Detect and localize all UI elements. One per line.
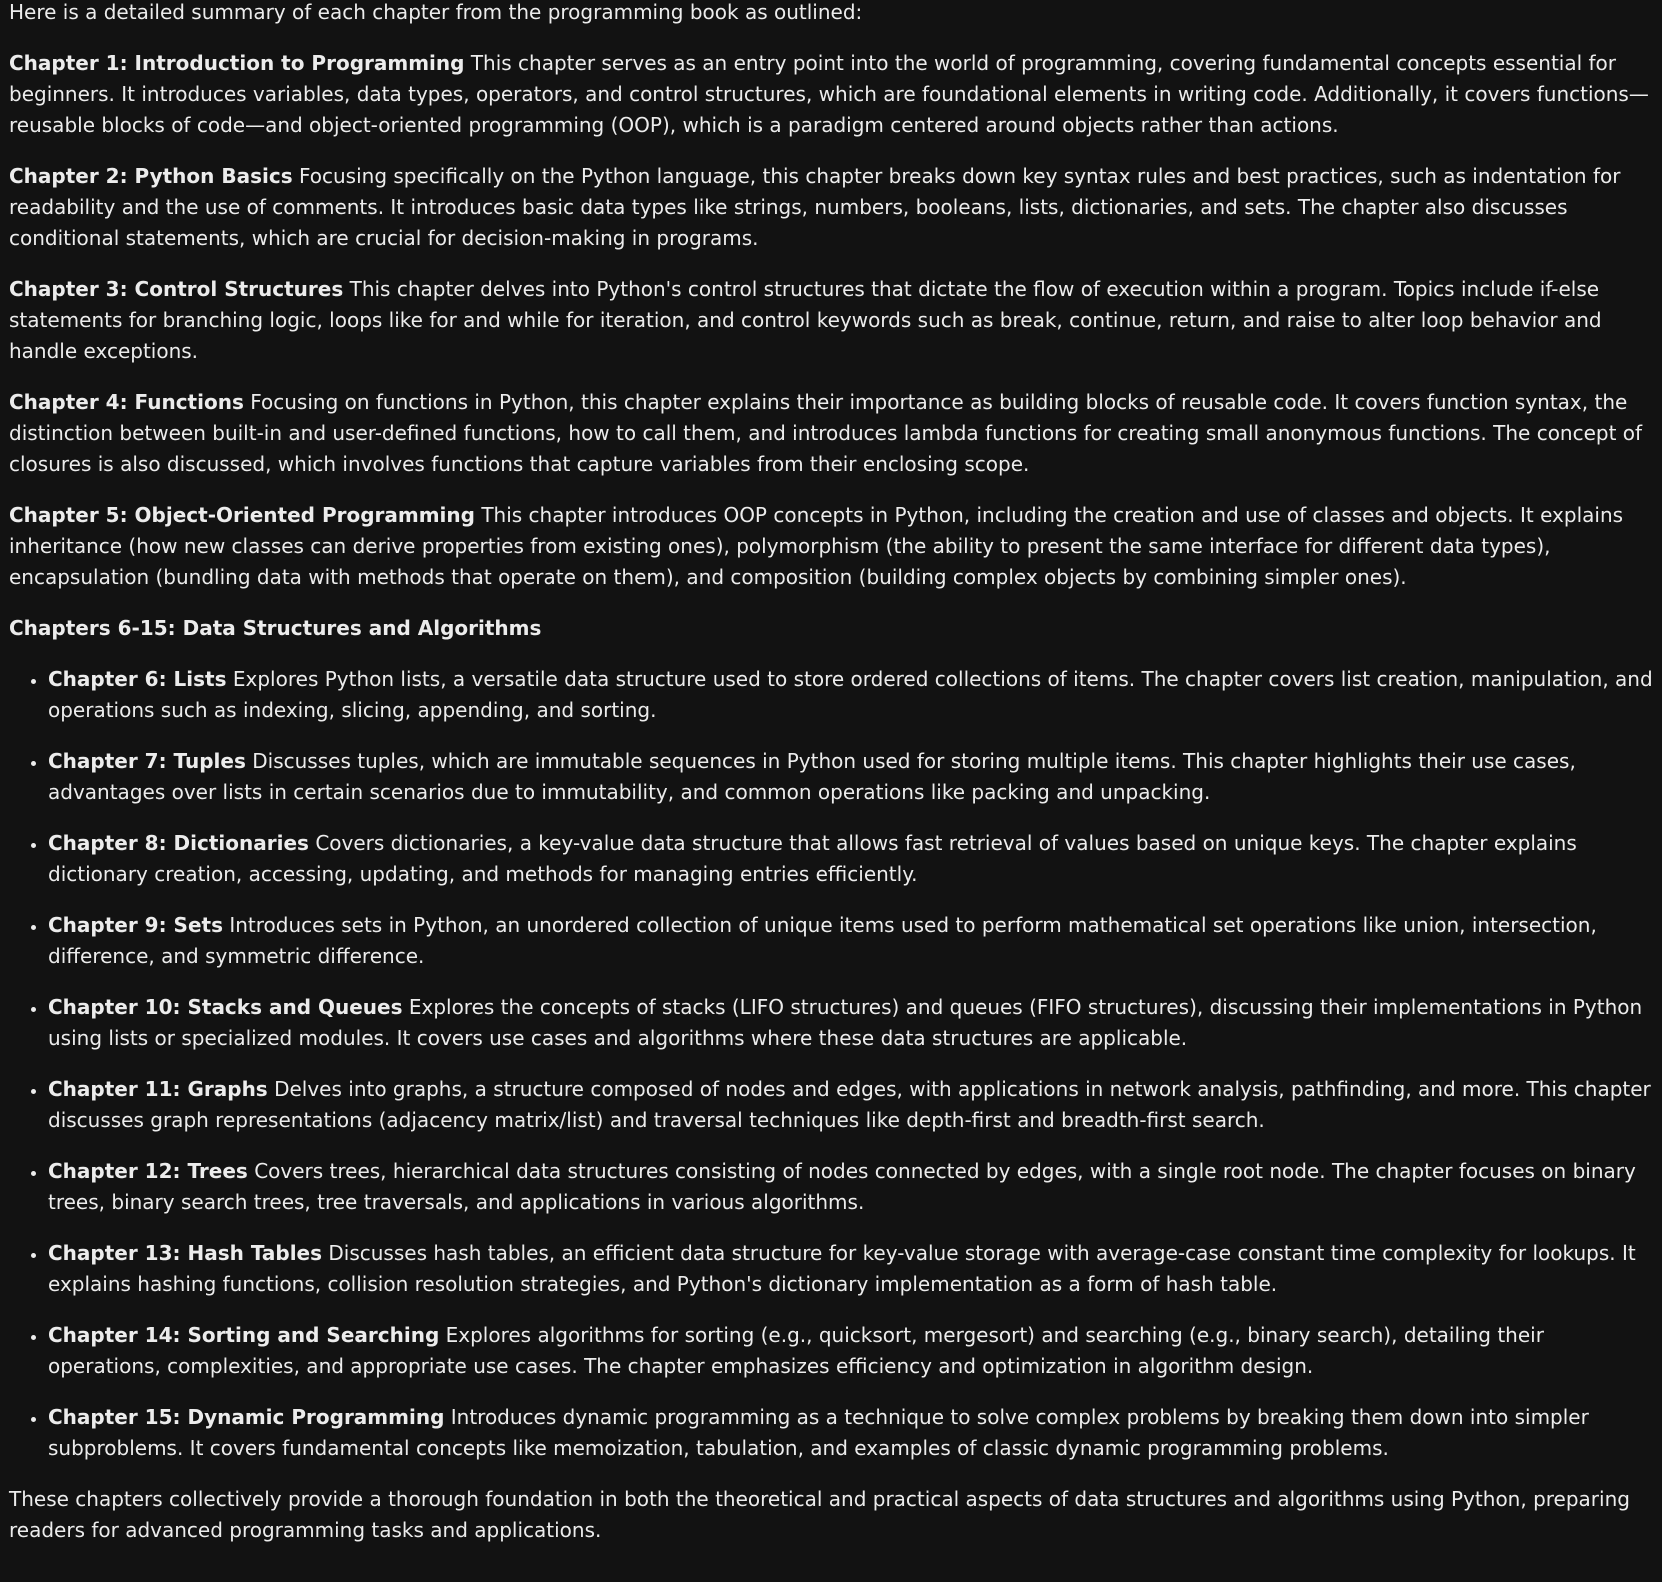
chapter-title: Chapter 4: Functions xyxy=(9,390,244,414)
chapter-text: Discusses hash tables, an efficient data structure for key-value storage with average-case constant time complexity for lookups. It explains hashing functions, collision resolution strategies, and Python's dictionary implementation as a form of hash table. xyxy=(48,1241,1636,1296)
chapter-title: Chapter 10: Stacks and Queues xyxy=(48,995,403,1019)
chapter-paragraph xyxy=(9,500,1653,593)
list-item xyxy=(48,828,1653,890)
chapter-title: Chapter 14: Sorting and Searching xyxy=(48,1323,440,1347)
chapter-title: Chapter 3: Control Structures xyxy=(9,277,344,301)
chapter-text: This chapter introduces OOP concepts in Python, including the creation and use of classes and objects. It explains inheritance (how new classes can derive properties from existing ones), polymorphism (the ability to present the same interface for different data types), encapsulation (bundling data with methods that operate on them), and composition (building complex objects by combining simpler ones). xyxy=(9,503,1624,589)
chapter-title: Chapter 2: Python Basics xyxy=(9,164,293,188)
chapter-title: Chapter 11: Graphs xyxy=(48,1077,268,1101)
chapter-text: Explores Python lists, a versatile data structure used to store ordered collections of items. The chapter covers list creation, manipulation, and operations such as indexing, slicing, appending, and sorting. xyxy=(48,667,1653,722)
chapter-paragraph xyxy=(9,387,1653,480)
chapter-list xyxy=(9,664,1653,1464)
chapter-title: Chapter 5: Object-Oriented Programming xyxy=(9,503,475,527)
chapter-text: This chapter delves into Python's control structures that dictate the flow of execution within a program. Topics include if-else statements for branching logic, loops like for and while for iteration, and control keywords such as break, continue, return, and raise to alter loop behavior and handle exceptions. xyxy=(9,277,1602,363)
list-item xyxy=(48,1074,1653,1136)
chapter-title: Chapter 7: Tuples xyxy=(48,749,246,773)
chapter-text: This chapter serves as an entry point into the world of programming, covering fundamental concepts essential for beginners. It introduces variables, data types, operators, and control structures, which are foundational elements in writing code. Additionally, it covers functions—reusable blocks of code—and object-oriented programming (OOP), which is a paradigm centered around objects rather than actions. xyxy=(9,51,1649,137)
chapter-text: Explores the concepts of stacks (LIFO structures) and queues (FIFO structures), discussing their implementations in Python using lists or specialized modules. It covers use cases and algorithms where these data structures are applicable. xyxy=(48,995,1643,1050)
list-item xyxy=(48,1156,1653,1218)
chapter-title: Chapter 1: Introduction to Programming xyxy=(9,51,465,75)
chapter-title: Chapter 8: Dictionaries xyxy=(48,831,309,855)
chapter-text: Focusing on functions in Python, this chapter explains their importance as building blocks of reusable code. It covers function syntax, the distinction between built-in and user-defined functions, how to call them, and introduces lambda functions for creating small anonymous functions. The concept of closures is also discussed, which involves functions that capture variables from their enclosing scope. xyxy=(9,390,1643,476)
list-item xyxy=(48,746,1653,808)
chapter-text: Covers dictionaries, a key-value data structure that allows fast retrieval of values based on unique keys. The chapter explains dictionary creation, accessing, updating, and methods for managing entries efficiently. xyxy=(48,831,1577,886)
chapter-text: Explores algorithms for sorting (e.g., quicksort, mergesort) and searching (e.g., binary search), detailing their operations, complexities, and appropriate use cases. The chapter emphasizes efficiency and optimization in algorithm design. xyxy=(48,1323,1544,1378)
chapter-title: Chapter 15: Dynamic Programming xyxy=(48,1405,445,1429)
chapter-title: Chapter 6: Lists xyxy=(48,667,227,691)
chapter-paragraph xyxy=(9,48,1653,141)
list-item xyxy=(48,910,1653,972)
list-item xyxy=(48,992,1653,1054)
chapter-title: Chapter 13: Hash Tables xyxy=(48,1241,323,1265)
chapter-text: Focusing specifically on the Python language, this chapter breaks down key syntax rules and best practices, such as indentation for readability and the use of comments. It introduces basic data types like strings, numbers, booleans, lists, dictionaries, and sets. The chapter also discusses conditional statements, which are crucial for decision-making in programs. xyxy=(9,164,1621,250)
intro-text: Here is a detailed summary of each chapter from the programming book as outlined: xyxy=(9,0,863,24)
chapter-paragraph xyxy=(9,161,1653,254)
chapter-title: Chapter 9: Sets xyxy=(48,913,223,937)
conclusion-text: These chapters collectively provide a thorough foundation in both the theoretical and practical aspects of data structures and algorithms using Python, preparing readers for advanced programming tasks and applications. xyxy=(9,1487,1630,1542)
chapter-paragraph xyxy=(9,274,1653,367)
chapter-text: Delves into graphs, a structure composed of nodes and edges, with applications in network analysis, pathfinding, and more. This chapter discusses graph representations (adjacency matrix/list) and traversal techniques like depth-first and breadth-first search. xyxy=(48,1077,1651,1132)
list-item xyxy=(48,1320,1653,1382)
chapter-text: Introduces sets in Python, an unordered collection of unique items used to perform mathematical set operations like union, intersection, difference, and symmetric difference. xyxy=(48,913,1597,968)
list-item xyxy=(48,1238,1653,1300)
chapter-text: Covers trees, hierarchical data structures consisting of nodes connected by edges, with a single root node. The chapter focuses on binary trees, binary search trees, tree traversals, and applications in various algorithms. xyxy=(48,1159,1636,1214)
section-heading: Chapters 6-15: Data Structures and Algorithms xyxy=(9,616,542,640)
chapter-title: Chapter 12: Trees xyxy=(48,1159,248,1183)
list-item xyxy=(48,1402,1653,1464)
chapter-text: Discusses tuples, which are immutable sequences in Python used for storing multiple items. This chapter highlights their use cases, advantages over lists in certain scenarios due to immutability, and common operations like packing and unpacking. xyxy=(48,749,1576,804)
list-item xyxy=(48,664,1653,726)
chapter-text: Introduces dynamic programming as a technique to solve complex problems by breaking them down into simpler subproblems. It covers fundamental concepts like memoization, tabulation, and examples of classic dynamic programming problems. xyxy=(48,1405,1589,1460)
